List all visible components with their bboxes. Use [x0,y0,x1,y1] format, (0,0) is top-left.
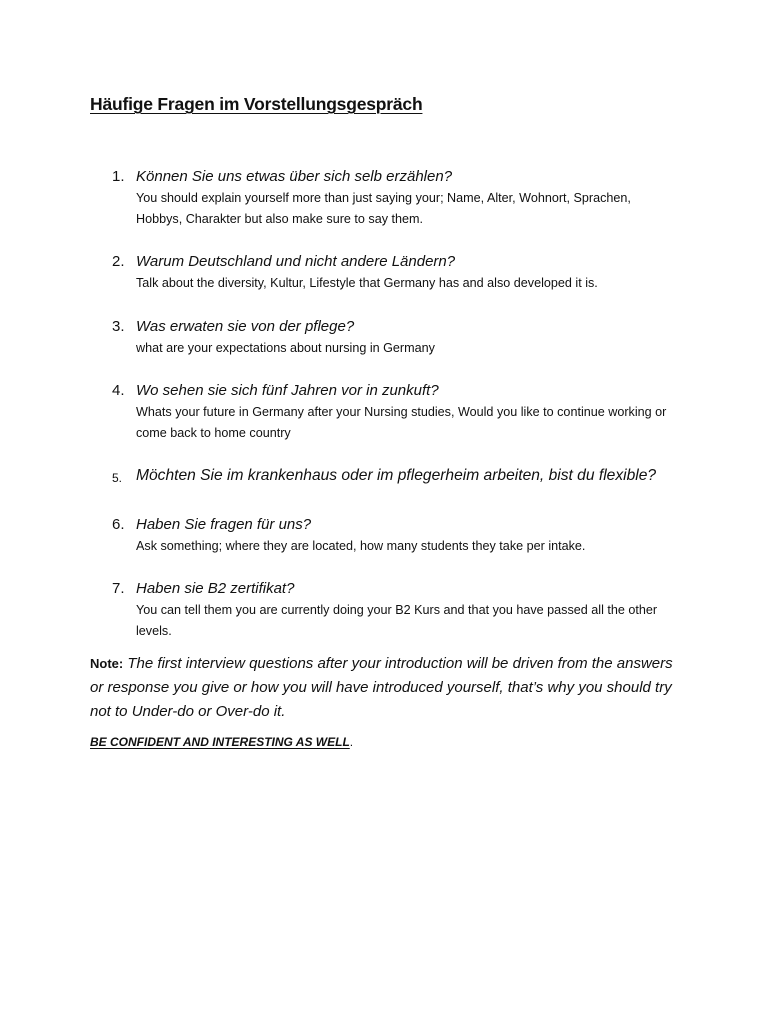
question-number: 1. [112,168,125,185]
closing-text: BE CONFIDENT AND INTERESTING AS WELL [90,735,350,749]
note-text: The first interview questions after your introduction will be driven from the answers or response you give or how you will have introduced yourself, that’s why you should try not to Under-do or Over-do it. [90,655,673,720]
question-number: 5. [112,471,123,485]
question-text: Warum Deutschland und nicht andere Ländern? [136,253,456,270]
question-text: Haben sie B2 zertifikat? [136,580,295,597]
question-number: 4. [112,382,125,399]
question-text: Was erwaten sie von der pflege? [136,318,355,335]
question-text: Wo sehen sie sich fünf Jahren vor in zunkuft? [136,382,439,399]
question-number: 3. [112,318,125,335]
question-number: 6. [112,516,125,533]
question-text: Möchten Sie im krankenhaus oder im pflegerheim arbeiten, bist du flexible? [136,467,657,484]
question-text: Haben Sie fragen für uns? [136,516,312,533]
page-title: Häufige Fragen im Vorstellungsgespräch [90,94,423,114]
closing-period: . [349,735,354,749]
answer-text: You should explain yourself more than just saying your; Name, Alter, Wohnort, Sprachen, Hobbys, Charakter but also make sure to say them. [136,191,631,226]
question-number: 2. [112,253,125,270]
answer-text: Ask something; where they are located, how many students they take per intake. [136,539,586,553]
closing-line [90,735,353,749]
question-number: 7. [112,580,125,597]
answer-text: what are your expectations about nursing in Germany [136,341,435,355]
answer-text: Whats your future in Germany after your Nursing studies, Would you like to continue working or come back to home country [136,405,667,440]
question-text: Können Sie uns etwas über sich selb erzählen? [136,168,453,185]
answer-text: Talk about the diversity, Kultur, Lifestyle that Germany has and also developed it is. [136,276,598,290]
note-label: Note: [90,656,124,671]
answer-text: You can tell them you are currently doing your B2 Kurs and that you have passed all the other levels. [136,603,658,638]
note-paragraph [90,652,690,724]
